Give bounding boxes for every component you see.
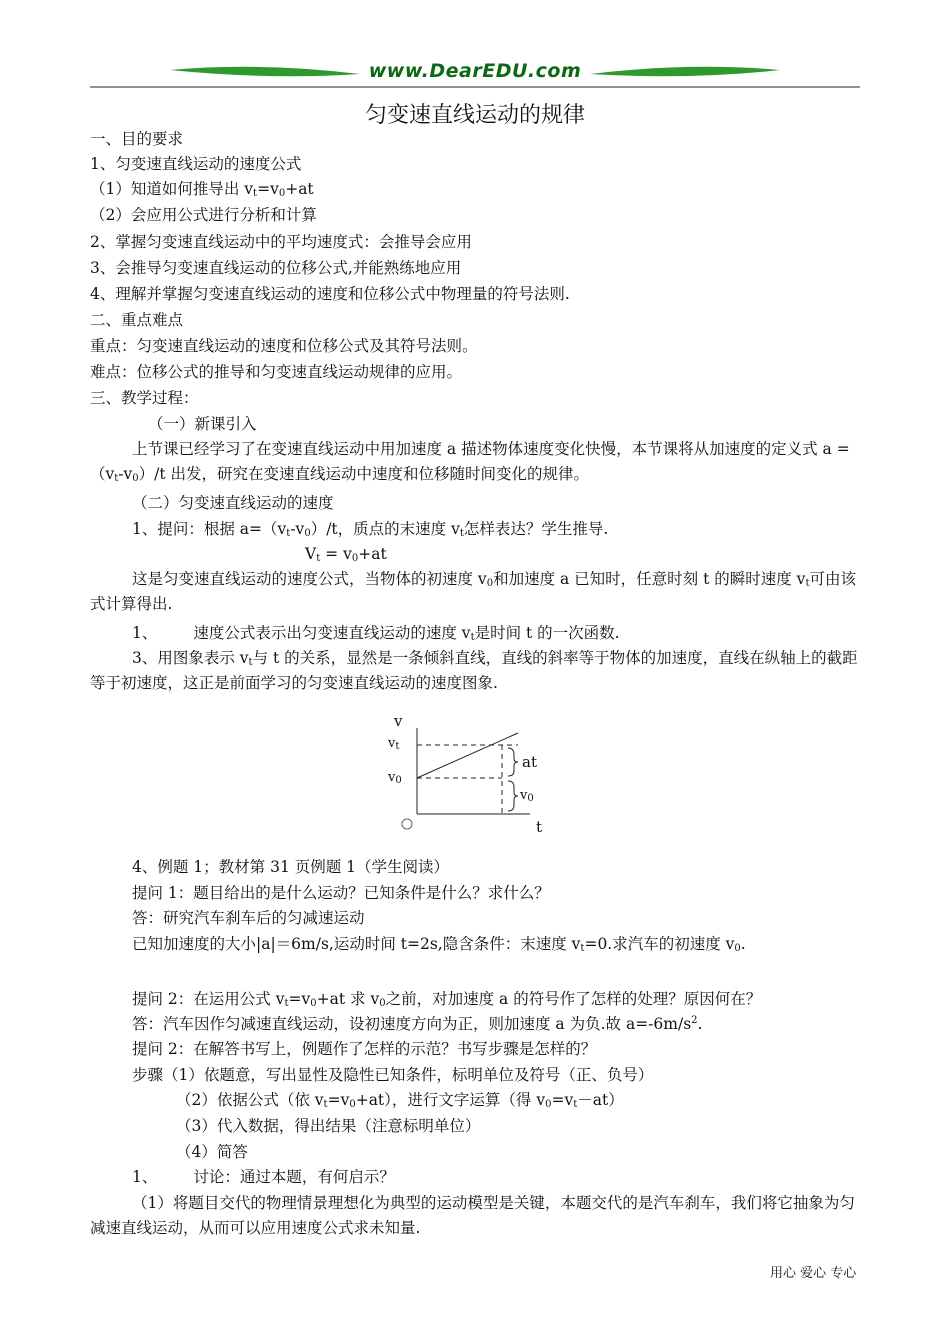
requirement-item: 4、理解并掌握匀变速直线运动的速度和位移公式中物理量的符号法则. — [90, 285, 570, 303]
example-line: 4、例题 1；教材第 31 页例题 1（学生阅读） — [132, 858, 450, 876]
page-footer: 用心 爱心 专心 — [770, 1266, 857, 1281]
point-line: 1、 速度公式表示出匀变速直线运动的速度 $v_t$是时间 t 的一次函数. — [132, 624, 620, 643]
step-line: （4）简答 — [176, 1143, 248, 1161]
requirement-subitem: （1）知道如何推导出 $v_t=v_0+at$ — [90, 180, 314, 199]
header-banner — [90, 58, 860, 90]
answer-line: 答：汽车因作匀减速直线运动，设初速度方向为正，则加速度 a 为负.故 $a=-6m/s^2$. — [132, 1014, 703, 1033]
requirement-item: 1、匀变速直线运动的速度公式 — [90, 155, 302, 173]
question-line: 提问 1：题目给出的是什么运动？已知条件是什么？求什么？ — [132, 884, 550, 902]
page-title: 匀变速直线运动的规律 — [364, 103, 585, 128]
velocity-formula: $V_t = v_0+at$ — [305, 545, 387, 564]
requirement-item: 2、掌握匀变速直线运动中的平均速度式：会推导会应用 — [90, 233, 472, 251]
site-logo: www.DearEDU.com — [368, 60, 582, 82]
at-label: at — [522, 753, 537, 771]
question-line: 提问 2：在运用公式 $v_t=v_0+at$ 求 $v_0$之前，对加速度 a 的符号作了怎样的处理？原因何在？ — [132, 990, 762, 1009]
explanation-paragraph: 这是匀变速直线运动的速度公式，当物体的初速度 $v_0$和加速度 a 已知时，任意时刻 t 的瞬时速度 $v_t$可由该式计算得出. — [90, 570, 856, 613]
graph-axes — [380, 710, 560, 842]
section-heading: 一、目的要求 — [90, 130, 184, 148]
question-line: 提问 2：在解答书写上，例题作了怎样的示范？书写步骤是怎样的？ — [132, 1040, 597, 1058]
requirement-item: 3、会推导匀变速直线运动的位移公式,并能熟练地应用 — [90, 259, 462, 277]
conclusion-paragraph: （1）将题目交代的物理情景理想化为典型的运动模型是关键，本题交代的是汽车刹车，我们将它抽象为匀减速直线运动，从而可以应用速度公式求未知量. — [90, 1194, 855, 1237]
graph-description-paragraph: 3、用图象表示 $v_t$与 t 的关系，显然是一条倾斜直线，直线的斜率等于物体的加速度，直线在纵轴上的截距等于初速度，这正是前面学习的匀变速直线运动的速度图象. — [90, 649, 858, 692]
t-axis-label: t — [536, 818, 543, 836]
subsection-heading: （二）匀变速直线运动的速度 — [132, 494, 334, 512]
step-line: （3）代入数据，得出结果（注意标明单位） — [176, 1117, 481, 1135]
answer-line: 答：研究汽车刹车后的匀减速运动 — [132, 909, 365, 927]
section-heading: 三、教学过程： — [90, 389, 199, 407]
step-line: 步骤（1）依题意，写出显性及隐性已知条件，标明单位及符号（正、负号） — [132, 1066, 654, 1084]
requirement-subitem: （2）会应用公式进行分析和计算 — [90, 206, 317, 224]
v0-label: $v_0$ — [388, 770, 402, 786]
known-paragraph: 已知加速度的大小|a|＝6m/s,运动时间 t=2s,隐含条件：末速度 $v_t=0$.求汽车的初速度 $v_0$. — [132, 935, 746, 954]
section-heading: 二、重点难点 — [90, 311, 184, 329]
key-point: 重点：匀变速直线运动的速度和位移公式及其符号法则。 — [90, 337, 478, 355]
intro-paragraph: 上节课已经学习了在变速直线运动中用加速度 a 描述物体速度变化快慢，本节课将从加速度的定义式 $a =(v_t-v_0)/t$ 出发，研究在变速直线运动中速度和位移随时间变化的规律。 — [90, 440, 850, 484]
v0-brace-label: $v_0$ — [520, 788, 534, 804]
velocity-time-graph — [380, 710, 560, 842]
subsection-heading: （一）新课引入 — [148, 415, 257, 433]
v-axis-label: v — [394, 712, 403, 730]
step-line: （2）依据公式（依 $v_t=v_0+at$），进行文字运算（得 $v_0=v_t-at$） — [176, 1091, 624, 1110]
vt-label: $v_t$ — [388, 736, 400, 752]
question-line: 1、提问：根据 $a=(v_t-v_0)/t$，质点的末速度 $v_t$怎样表达？学生推导. — [132, 520, 609, 539]
discussion-line: 1、 讨论：通过本题，有何启示？ — [132, 1168, 395, 1186]
difficult-point: 难点：位移公式的推导和匀变速直线运动规律的应用。 — [90, 363, 463, 381]
